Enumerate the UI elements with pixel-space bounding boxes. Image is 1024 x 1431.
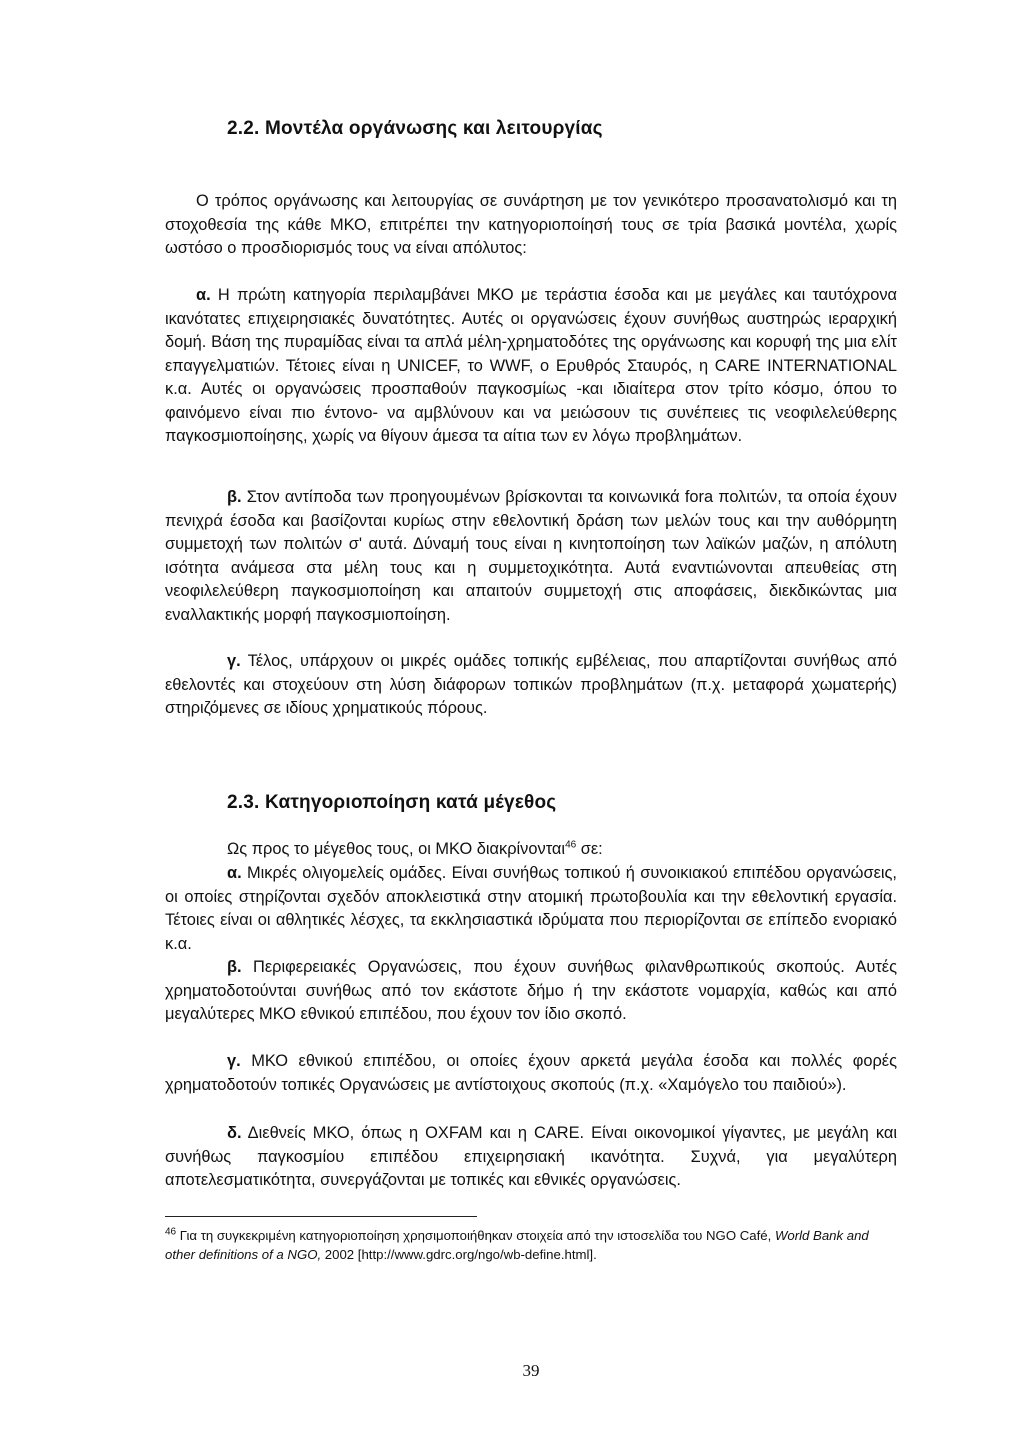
category-a-paragraph xyxy=(165,284,897,449)
footnote-text-start: Για τη συγκεκριμένη κατηγοριοποίηση χρησιμοποιήθηκαν στοιχεία από την ιστοσελίδα του NGO Café, xyxy=(176,1228,775,1243)
footnote-text-end: 2002 [http://www.gdrc.org/ngo/wb-define.html]. xyxy=(321,1247,597,1262)
footnote xyxy=(165,1226,897,1264)
category-b-paragraph xyxy=(165,486,897,627)
footnote-title: World Bank and other definitions of a NGO, xyxy=(165,1228,869,1262)
category-a-text: Η πρώτη κατηγορία περιλαμβάνει ΜΚΟ με τεράστια έσοδα και με μεγάλες και ταυτόχρονα ικανότατες επιχειρησιακές δυνατότητες. Αυτές οι οργανώσεις έχουν συνήθως αυστηρώς ιεραρχική δομή. Βάση της πυραμίδας είναι τα απλά μέλη-χρηματοδότες της οργάνωσης και κορυφή της μια ελίτ επαγγελματιών. Τέτοιες είναι η UNICEF, το WWF, ο Ερυθρός Σταυρός, η CARE INTERNATIONAL κ.α. Αυτές οι οργανώσεις προσπαθούν παγκοσμίως -και ιδιαίτερα στον τρίτο κόσμο, όπου το φαινόμενο είναι πιο έντονο- να αμβλύνουν και να μειώσουν τις συνέπειες τις νεοφιλελεύθερης παγκοσμιοποίησης, χωρίς να θίγουν άμεσα τα αίτια των εν λόγω προβλημάτων. xyxy=(165,286,897,445)
size-a-label: α. xyxy=(227,864,242,882)
size-a-text: Μικρές ολιγομελείς ομάδες. Είναι συνήθως τοπικού ή συνοικιακού επιπέδου οργανώσεις, οι οποίες στηρίζονται σχεδόν αποκλειστικά στην ατομική πρωτοβουλία και την εθελοντική εργασία. Τέτοιες είναι οι αθλητικές λέσχες, τα εκκλησιαστικά ιδρύματα που περιορίζονται σε επίπεδο ενοριακό κ.α. xyxy=(165,864,897,953)
section-2-3-intro-end: σε: xyxy=(576,840,603,858)
size-c-label: γ. xyxy=(227,1052,241,1070)
size-d-label: δ. xyxy=(227,1124,242,1142)
category-c-text: Τέλος, υπάρχουν οι μικρές ομάδες τοπικής εμβέλειας, που απαρτίζονται συνήθως από εθελοντές και στοχεύουν στη λύση διάφορων τοπικών προβλημάτων (π.χ. μεταφορά χωματερής) στηριζόμενες σε ιδίους χρηματικούς πόρους. xyxy=(165,652,897,717)
category-b-text: Στον αντίποδα των προηγουμένων βρίσκονται τα κοινωνικά fora πολιτών, τα οποία έχουν πενιχρά έσοδα και βασίζονται κυρίως στην εθελοντική δράση των μελών τους και την αυθόρμητη συμμετοχή των πολιτών σ' αυτά. Δύναμή τους είναι η κινητοποίηση των λαϊκών μαζών, η απόλυτη ισότητα ανάμεσα στα μέλη τους και η συμμετοχικότητα. Αυτά εναντιώνονται απευθείας στη νεοφιλελεύθερη παγκοσμιοποίηση και απαιτούν συμμετοχή στις αποφάσεις, διεκδικώντας μια εναλλακτικής μορφή παγκοσμιοποίηση. xyxy=(165,488,897,624)
category-a-label: α. xyxy=(196,286,211,304)
size-a-paragraph xyxy=(165,862,897,956)
page-number: 39 xyxy=(522,1361,540,1380)
size-b-label: β. xyxy=(227,958,242,976)
section-heading-2-3: 2.3. Κατηγοριοποίηση κατά μέγεθος xyxy=(227,792,557,813)
section-2-2-intro: Ο τρόπος οργάνωσης και λειτουργίας σε συνάρτηση με τον γενικότερο προσανατολισμό και τη στοχοθεσία της κάθε ΜΚΟ, επιτρέπει την κατηγοριοποίησή τους σε τρία βασικά μοντέλα, χωρίς ωστόσο ο προσδιορισμός τους να είναι απόλυτος: xyxy=(165,192,897,257)
size-d-paragraph xyxy=(165,1122,897,1193)
category-c-label: γ. xyxy=(227,652,241,670)
size-b-paragraph xyxy=(165,956,897,1027)
footnote-separator xyxy=(165,1216,477,1217)
footnote-reference: 46 xyxy=(565,839,577,851)
section-heading-2-2: 2.2. Μοντέλα οργάνωσης και λειτουργίας xyxy=(227,118,603,139)
size-b-text: Περιφερειακές Οργανώσεις, που έχουν συνήθως φιλανθρωπικούς σκοπούς. Αυτές χρηματοδοτούνται συνήθως από τον εκάστοτε δήμο ή την εκάστοτε νομαρχία, καθώς και από μεγαλύτερες ΜΚΟ εθνικού επιπέδου, που έχουν τον ίδιο σκοπό. xyxy=(165,958,897,1023)
size-d-text: Διεθνείς ΜΚΟ, όπως η OXFAM και η CARE. Είναι οικονομικοί γίγαντες, με μεγάλη και συνήθως παγκοσμίου επιπέδου επιχειρησιακή ικανότητα. Συχνά, για μεγαλύτερη αποτελεσματικότητα, συνεργάζονται με τοπικές και εθνικές οργανώσεις. xyxy=(165,1124,897,1189)
size-c-text: ΜΚΟ εθνικού επιπέδου, οι οποίες έχουν αρκετά μεγάλα έσοδα και πολλές φορές χρηματοδοτούν τοπικές Οργανώσεις με αντίστοιχους σκοπούς (π.χ. «Χαμόγελο του παιδιού»). xyxy=(165,1052,897,1094)
section-2-3-intro-text: Ως προς το μέγεθος τους, οι ΜΚΟ διακρίνονται xyxy=(227,840,566,858)
category-c-paragraph xyxy=(165,650,897,721)
size-c-paragraph xyxy=(165,1050,897,1097)
footnote-number: 46 xyxy=(165,1226,177,1238)
category-b-label: β. xyxy=(227,488,242,506)
section-2-3-intro xyxy=(165,838,897,862)
